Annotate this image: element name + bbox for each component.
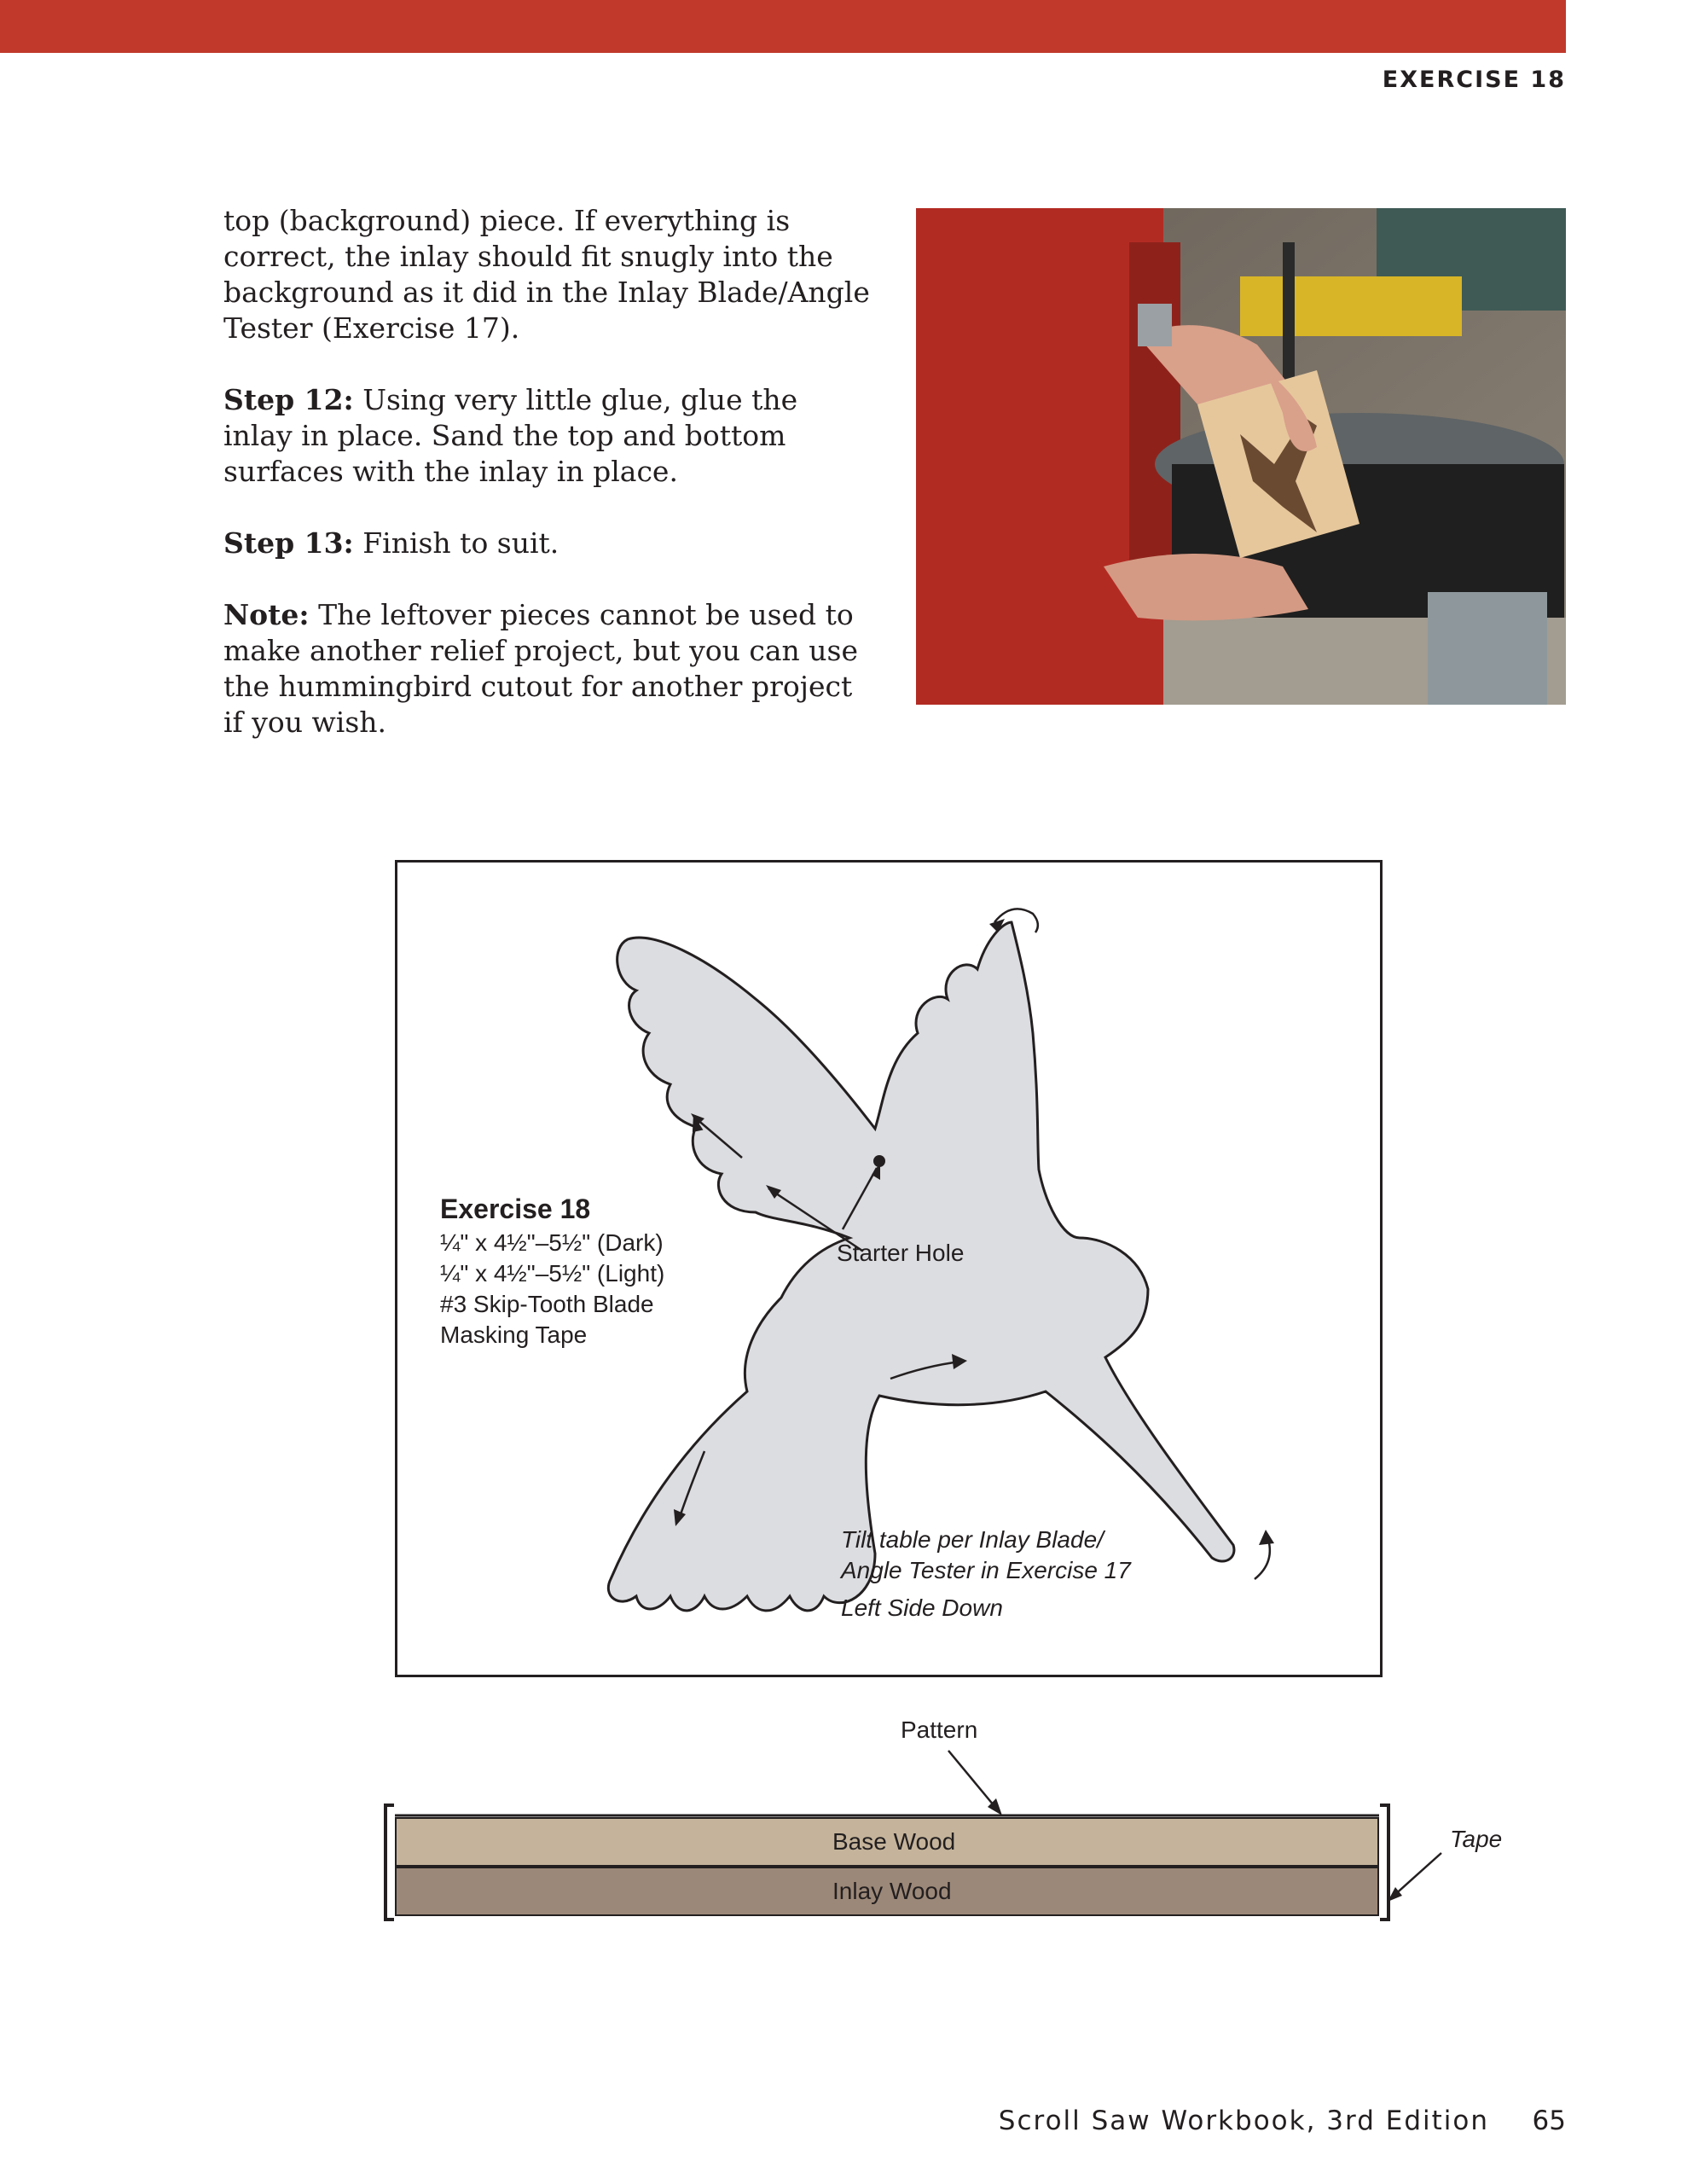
footer-book-title: Scroll Saw Workbook, 3rd Edition bbox=[998, 2106, 1489, 2136]
pattern-label: Pattern bbox=[901, 1716, 978, 1743]
starter-hole-label: Starter Hole bbox=[837, 1240, 965, 1266]
paragraph-continuation: top (background) piece. If everything is correct, the inlay should fit snugly into the background as it did in the Inlay Blade/Angle Tester (Exercise 17). bbox=[223, 204, 870, 345]
inlay-wood-label: Inlay Wood bbox=[832, 1878, 952, 1904]
base-wood-label: Base Wood bbox=[832, 1828, 956, 1855]
tape-label: Tape bbox=[1450, 1826, 1503, 1852]
material-blade: #3 Skip-Tooth Blade bbox=[440, 1291, 654, 1317]
chapter-label: EXERCISE 18 bbox=[1382, 67, 1566, 93]
material-light: ¼" x 4½"–5½" (Light) bbox=[440, 1260, 665, 1287]
page-number: 65 bbox=[1532, 2106, 1566, 2136]
step-12-text: Using very little glue, glue the inlay in place. Sand the top and bottom surfaces with the inlay in place. bbox=[223, 383, 798, 488]
tilt-instruction-3: Left Side Down bbox=[841, 1594, 1003, 1621]
tilt-instruction-1: Tilt table per Inlay Blade/ bbox=[841, 1526, 1104, 1553]
material-tape: Masking Tape bbox=[440, 1321, 588, 1348]
tilt-instruction-2: Angle Tester in Exercise 17 bbox=[841, 1557, 1131, 1583]
step-13-label: Step 13: bbox=[223, 526, 354, 560]
material-dark: ¼" x 4½"–5½" (Dark) bbox=[440, 1229, 664, 1256]
note-label: Note: bbox=[223, 598, 310, 631]
step-12-label: Step 12: bbox=[223, 383, 354, 416]
diagram-title: Exercise 18 bbox=[440, 1194, 591, 1224]
note-text: The leftover pieces cannot be used to make another relief project, but you can use the hummingbird cutout for another project if you wish. bbox=[223, 598, 858, 739]
step-13-text: Finish to suit. bbox=[353, 526, 559, 560]
